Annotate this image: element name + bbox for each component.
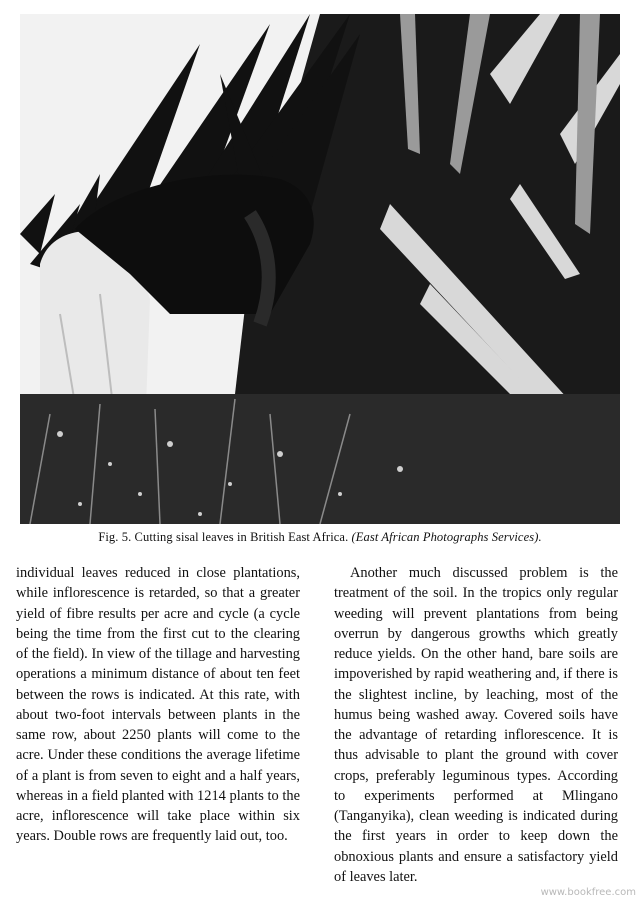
figure-label: Fig. 5. — [98, 530, 132, 544]
photo-illustration — [20, 14, 620, 524]
watermark: www.bookfree.com — [540, 887, 636, 898]
right-column-text: Another much discussed problem is the treatment of the soil. In the tropics only regular weeding will prevent plantations from being overrun by dangerous growths which greatly reduce yields. On the other hand, bare soils are impoverished by rapid weathering and, if there is the slightest incline, by leaching, most of the humus being washed away. Covered soils have the advantage of retarding inflorescence. It is thus advisable to plant the ground with cover crops, preferably leguminous types. According to experiments performed at Mlingano (Tanganyika), clean weeding is indicated during the first years in order to keep down the obnoxious plants and ensure a satisfactory yield of leaves later. — [334, 565, 618, 885]
left-column — [16, 563, 300, 847]
figure-caption — [20, 530, 620, 545]
figure-credit: (East African Photographs Services). — [351, 530, 542, 544]
right-column — [334, 563, 618, 887]
figure-caption-text: Cutting sisal leaves in British East Africa. — [134, 530, 349, 544]
sisal-photograph — [20, 14, 620, 524]
left-column-text: individual leaves reduced in close plantations, while inflorescence is retarded, so that a greater yield of fibre results per acre and cycle (a cycle being the time from the first cut to the clearing of the field). In view of the tillage and harvesting operations a minimum distance of about ten feet between the rows is indicated. At this rate, with about two-foot intervals between plants in the same row, about 2250 plants will come to the acre. Under these conditions the average lifetime of a plant is from seven to eight and a half years, whereas in a field planted with 1214 plants to the acre, inflorescence will take place within six years. Double rows are frequently laid out, too. — [16, 565, 300, 845]
